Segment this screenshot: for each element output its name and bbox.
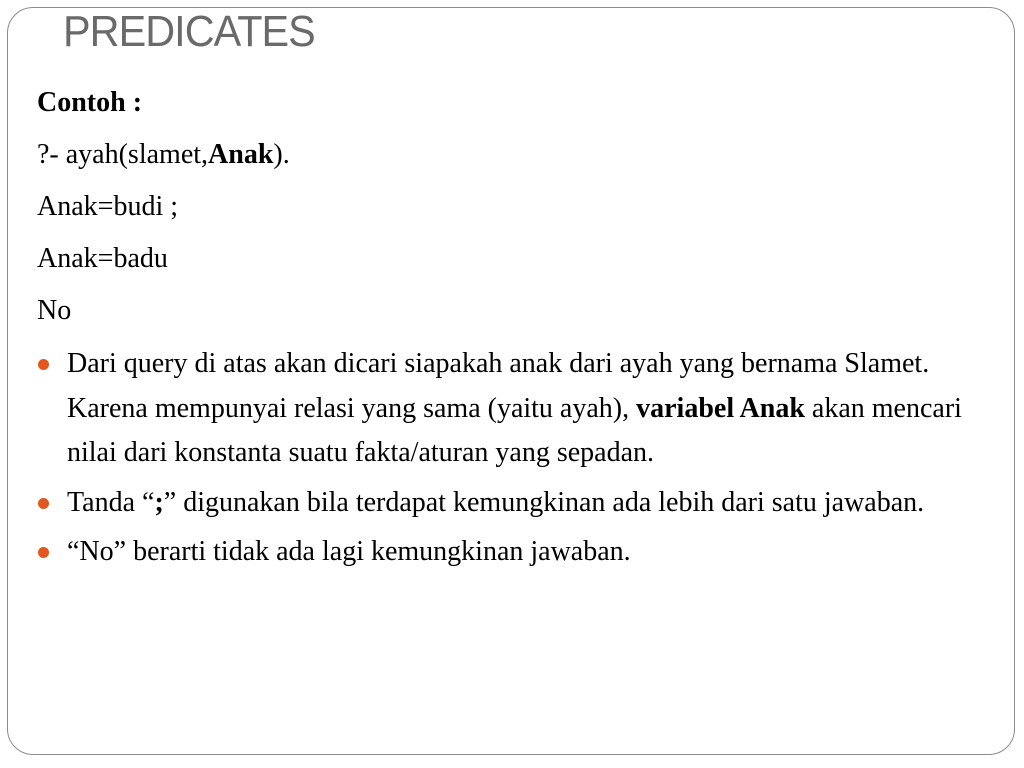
result-line-2: Anak=badu (37, 243, 168, 274)
bullet-item-no (37, 530, 977, 575)
bullet-dot-icon (38, 498, 49, 509)
result-line-1: Anak=budi ; (37, 191, 178, 222)
result-line-3: No (37, 295, 72, 326)
bullet-3-text: “No” berarti tidak ada lagi kemungkinan jawaban. (67, 536, 631, 567)
query-suffix: ). (273, 139, 290, 170)
query-variable: Anak (208, 139, 274, 170)
bullet-1-text-a: Dari query di atas akan dicari siapakah anak dari ayah yang bernama Slamet. Karena mempunyai relasi yang sama (yaitu ayah), (67, 348, 930, 424)
slide-content (37, 82, 977, 580)
bullet-2-text-a: Tanda “ (67, 486, 155, 518)
bullet-1-bold: variabel Anak (636, 392, 805, 424)
bullet-1-text-b: akan mencari nilai dari konstanta suatu fakta/aturan yang sepadan. (67, 392, 962, 468)
bullet-item-semicolon (37, 481, 977, 526)
bullet-item-query-explanation (37, 342, 977, 476)
bullet-2-bold: ; (154, 486, 164, 518)
query-line (37, 134, 977, 186)
slide-title: PREDICATES (63, 7, 315, 56)
bullet-dot-icon (38, 359, 49, 370)
query-prefix: ?- ayah(slamet, (37, 139, 209, 170)
bullet-2-text-b: ” digunakan bila terdapat kemungkinan ada lebih dari satu jawaban. (163, 486, 925, 518)
example-heading: Contoh : (37, 87, 143, 118)
bullet-dot-icon (38, 547, 49, 558)
